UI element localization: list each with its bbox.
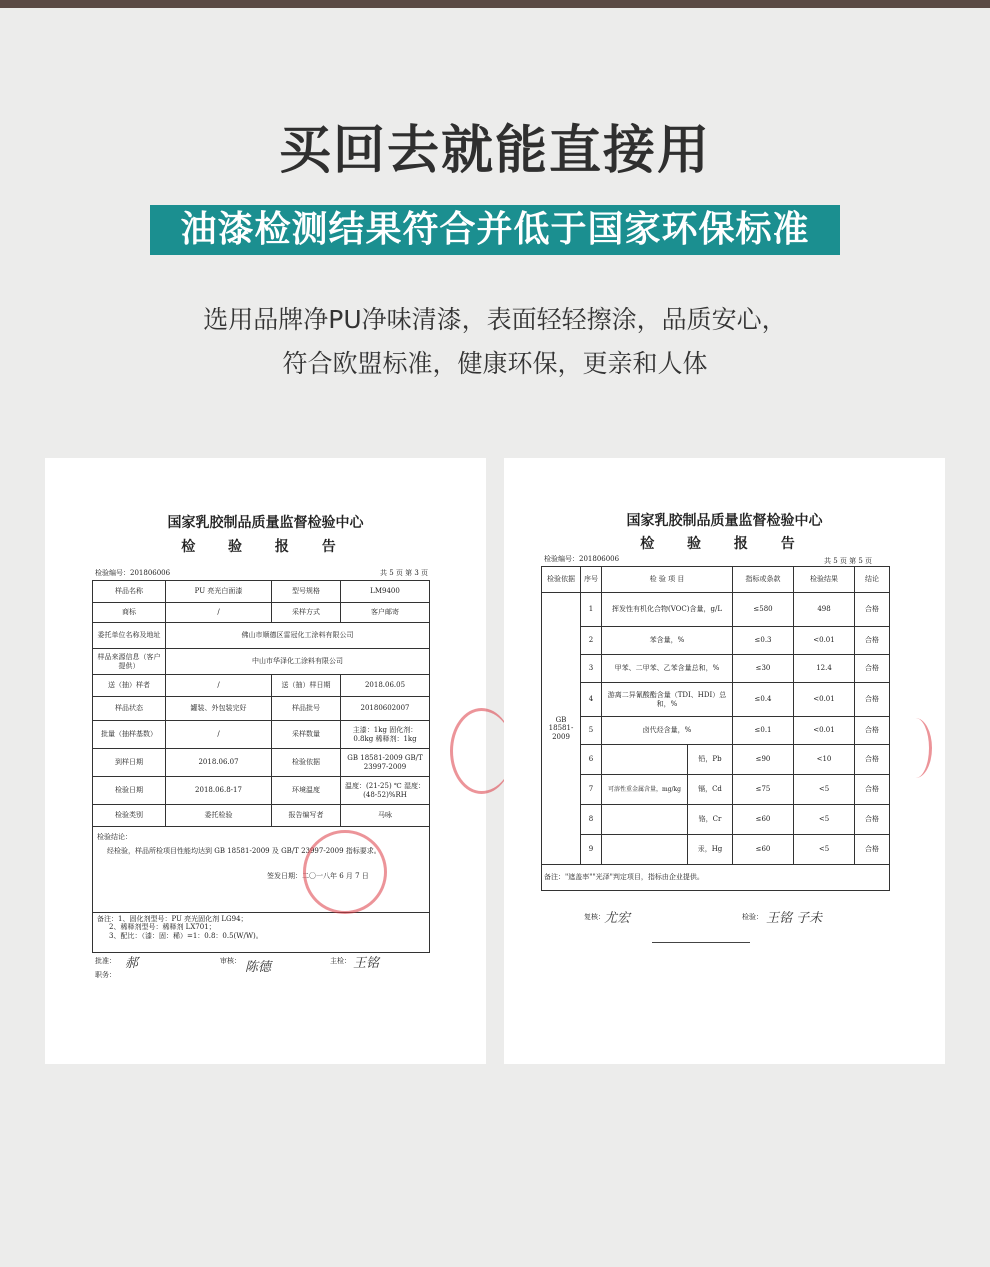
recheck-label: 复核： (584, 913, 605, 921)
report-org: 国家乳胶制品质量监督检验中心 (626, 513, 823, 529)
table-row: GB 18581-2009 1 挥发性有机化合物(VOC)含量，g/L ≤580 498 合格 (542, 593, 890, 627)
table-row: 样品状态 罐装、外包装完好 样品批号 20180602007 (93, 697, 430, 721)
page-title: 买回去就能直接用 (278, 121, 711, 181)
top-bar (0, 0, 990, 8)
report-org: 国家乳胶制品质量监督检验中心 (167, 515, 364, 531)
report-card-2 (504, 458, 945, 1064)
table-row: 到样日期 2018.06.07 检验依据 GB 18581-2009 GB/T 23997-2009 (93, 749, 430, 777)
report-pages: 共 5 页 第 5 页 (824, 557, 873, 565)
red-seal-stamp (303, 830, 387, 914)
table-row: 2 苯含量，% ≤0.3 <0.01 合格 (542, 627, 890, 655)
table-row: 7 可溶性重金属含量，mg/kg 镉，Cd ≤75 <5 合格 (542, 775, 890, 805)
table-row: 5 卤代烃含量，% ≤0.1 <0.01 合格 (542, 717, 890, 745)
description-line-2: 符合欧盟标准，健康环保，更亲和人体 (282, 349, 708, 378)
table-row: 样品来源信息（客户提供） 中山市华泽化工涂料有限公司 (93, 649, 430, 675)
table-row: 检验日期 2018.06.8-17 环境温度 温度：(21-25) ℃ 湿度：(48-52)%RH (93, 777, 430, 805)
report-number: 检验编号：201806006 (95, 569, 171, 577)
review-signature: 陈德 (245, 960, 272, 975)
report-title: 检 验 报 告 (181, 539, 350, 555)
red-seal-stamp-edge (899, 718, 932, 778)
report-pages: 共 5 页 第 3 页 (380, 569, 429, 577)
table-row: 3 甲苯、二甲苯、乙苯含量总和，% ≤30 12.4 合格 (542, 655, 890, 683)
approve-label: 批准： (95, 957, 116, 965)
inspect-label: 检验： (742, 913, 763, 921)
table-row: 送（抽）样者 / 送（抽）样日期 2018.06.05 (93, 675, 430, 697)
table-row: 检验类别 委托检验 报告编写者 马咏 (93, 805, 430, 827)
report-title: 检 验 报 告 (640, 536, 809, 552)
conclusion-text: 经检验，样品所检项目性能均达到 GB 18581-2009 及 GB/T 23997-2009 指标要求。 (107, 847, 381, 856)
table-row: 商标 / 采样方式 客户邮寄 (93, 603, 430, 623)
conclusion-label: 检验结论： (97, 833, 132, 841)
table-row: 8 铬，Cr ≤60 <5 合格 (542, 805, 890, 835)
note-row: 备注："遮盖率""光泽"判定项目，指标由企业提供。 (542, 865, 890, 891)
report-number: 检验编号：201806006 (544, 555, 620, 563)
approve-signature: 郝 (125, 956, 139, 971)
duty-label: 职务： (95, 971, 116, 979)
footer-line (652, 942, 750, 943)
table-row: 样品名称 PU 亮光白面漆 型号规格 LM9400 (93, 581, 430, 603)
table-row: 6 铅，Pb ≤90 <10 合格 (542, 745, 890, 775)
table-row: 批量（抽样基数） / 采样数量 主漆：1kg 固化剂：0.8kg 稀释剂：1kg (93, 721, 430, 749)
main-check-signature: 王铭 (353, 956, 380, 971)
review-label: 审核： (220, 957, 241, 965)
main-check-label: 主检： (330, 957, 351, 965)
notes-row: 备注：1、固化剂型号：PU 亮光固化剂 LG94； 2、稀释剂型号：稀释剂 LX701； 3、配比：（漆：固：稀）=1：0.8：0.5(W/W)。 (93, 913, 430, 953)
report-info-table (92, 580, 430, 953)
table-header-row: 检验依据 序号 检 验 项 目 指标或条款 检验结果 结论 (542, 567, 890, 593)
inspect-signature: 王铭 子未 (766, 911, 823, 926)
table-row: 委托单位名称及地址 佛山市顺德区雷冠化工涂料有限公司 (93, 623, 430, 649)
sign-date: 签发日期：二〇一八年 6 月 7 日 (267, 871, 369, 880)
heavy-metal-label: 可溶性重金属含量，mg/kg (602, 775, 688, 804)
description-line-1: 选用品牌净PU净味清漆，表面轻轻擦涂，品质安心， (203, 305, 787, 334)
inspection-results-table (541, 566, 890, 891)
highlight-banner: 油漆检测结果符合并低于国家环保标准 (150, 205, 840, 255)
recheck-signature: 尤宏 (604, 911, 631, 926)
table-row: 4 游离二异氰酸酯含量（TDI、HDI）总和，% ≤0.4 <0.01 合格 (542, 683, 890, 717)
table-row: 9 汞，Hg ≤60 <5 合格 (542, 835, 890, 865)
report-card-1 (45, 458, 486, 1064)
